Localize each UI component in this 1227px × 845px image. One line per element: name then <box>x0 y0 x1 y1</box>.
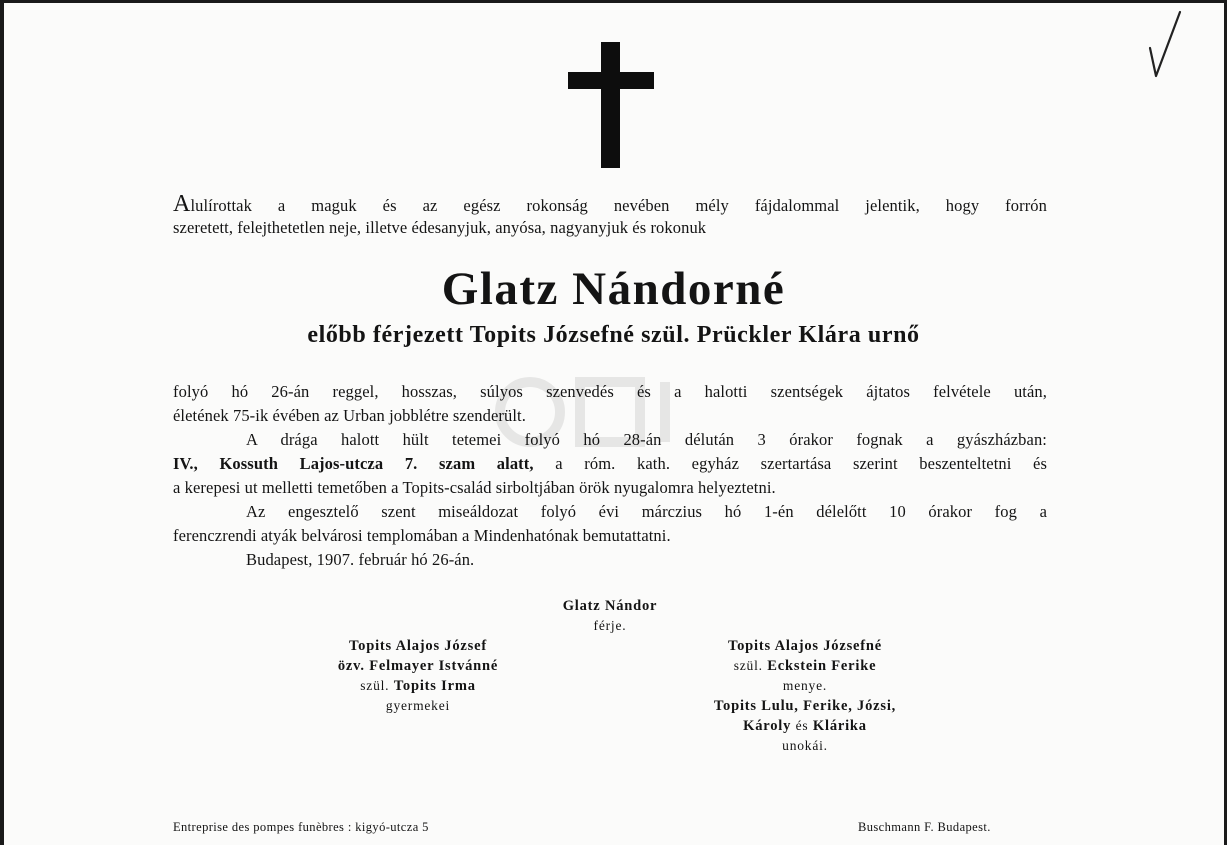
footer-printer: Buschmann F. Budapest. <box>858 820 991 834</box>
deceased-subtitle: előbb férjezett Topits Józsefné szül. Prückler Klára urnő <box>307 322 920 348</box>
grandchildren-line-1: Topits Lulu, Ferike, Józsi, <box>713 698 897 714</box>
daughter-in-law-maiden <box>660 656 950 676</box>
in-law-role: menye. <box>782 678 828 693</box>
body-p2-line2-rest: a róm. kath. egyház szertartása szerint beszenteltetni és <box>533 454 1047 473</box>
signatory-in-law-grandchildren <box>660 636 950 756</box>
intro-line-1-text: lulírottak a maguk és az egész rokonság nevében mély fájdalommal jelentik, hogy forrón <box>190 196 1047 215</box>
deceased-name: Glatz Nándorné <box>441 263 786 315</box>
body-p2-line3: a kerepesi ut melletti temetőben a Topits-család sirboltjában örök nyugalomra helyeztetni. <box>173 478 776 497</box>
child-1: Topits Alajos József <box>349 638 487 654</box>
body-p1-line1: folyó hó 26-án reggel, hosszas, súlyos szenvedés és a halotti szentségek ájtatos felvétele után, <box>173 382 1047 401</box>
maiden-name: Eckstein Ferike <box>767 658 877 674</box>
husband-role: férje. <box>593 618 627 633</box>
handwritten-check-icon <box>1140 8 1190 78</box>
husband-name: Glatz Nándor <box>562 598 658 614</box>
maiden-prefix: szül. <box>733 658 763 673</box>
child-3-prefix: szül. <box>360 678 390 693</box>
intro-line-2: szeretett, felejthetetlen neje, illetve édesanyjuk, anyósa, nagyanyjuk és rokonuk <box>173 218 707 237</box>
body-p2-line2 <box>173 452 1047 476</box>
child-2: özv. Felmayer Istvánné <box>337 658 499 674</box>
intro-line-1 <box>173 192 1047 218</box>
children-role: gyermekei <box>385 698 451 713</box>
cross-horizontal-bar <box>568 72 654 89</box>
grandchildren-role: unokái. <box>782 738 828 753</box>
address-bold: IV., Kossuth Lajos-utcza 7. szam alatt, <box>173 454 534 473</box>
grandchild-karoly: Károly <box>743 718 792 734</box>
scan-border-top <box>0 0 1227 3</box>
body-p1-line2: életének 75-ik évében az Urban jobblétre szenderült. <box>173 406 526 425</box>
child-3-name: Topits Irma <box>393 678 476 694</box>
grandchildren-and: és <box>795 718 809 733</box>
signatory-husband <box>510 596 710 636</box>
body-p3-line2: ferenczrendi atyák belvárosi templomában a Mindenhatónak bemutattatni. <box>173 526 671 545</box>
body-p3-line1: Az engesztelő szent miseáldozat folyó évi márczius hó 1-én délelőtt 10 órakor fog a <box>246 502 1047 521</box>
scan-border-left <box>0 0 4 845</box>
footer-undertaker: Entreprise des pompes funèbres : kigyó-utcza 5 <box>173 820 429 834</box>
signatory-children <box>278 636 558 716</box>
grandchild-klarika: Klárika <box>812 718 867 734</box>
grandchildren-line-2 <box>660 716 950 736</box>
place-date: Budapest, 1907. február hó 26-án. <box>246 550 475 569</box>
cross-vertical-bar <box>601 42 620 168</box>
child-3 <box>278 676 558 696</box>
daughter-in-law: Topits Alajos Józsefné <box>727 638 883 654</box>
cross-icon <box>568 42 654 168</box>
intro-dropcap: A <box>173 191 191 217</box>
body-p2-line1: A drága halott hült tetemei folyó hó 28-án délután 3 órakor fognak a gyászházban: <box>246 430 1047 449</box>
